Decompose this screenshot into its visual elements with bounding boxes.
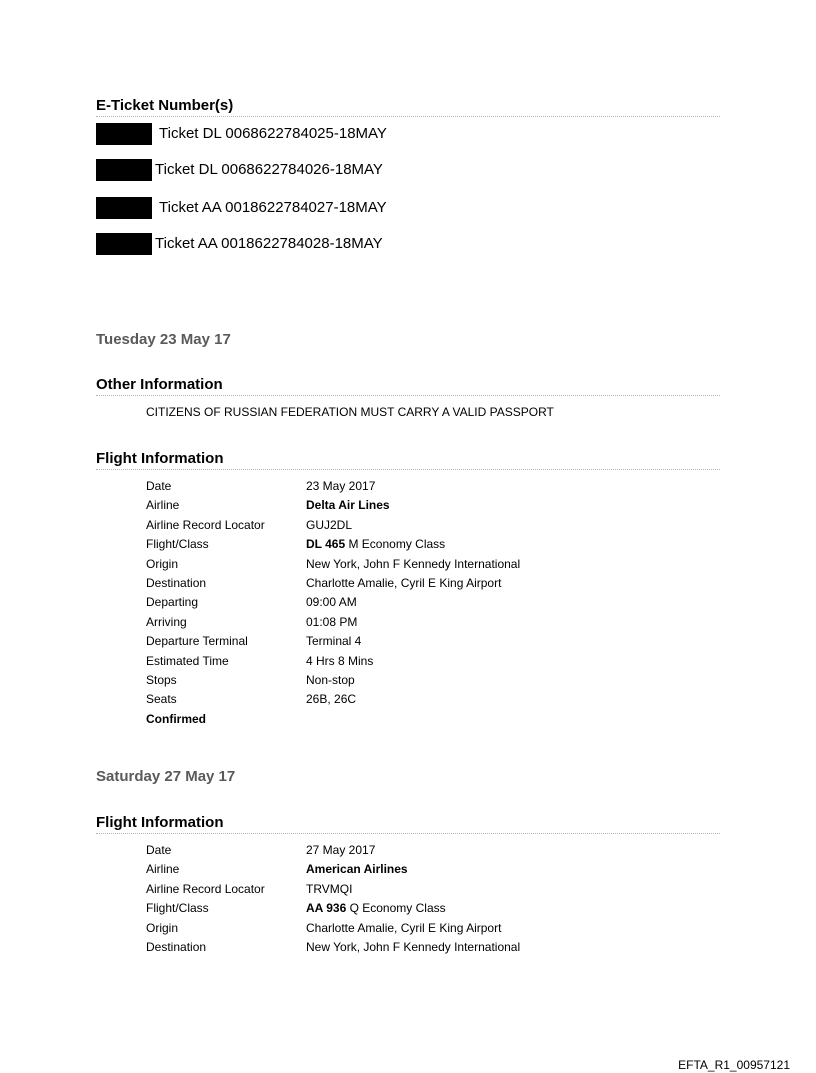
info-label: Airline [146, 862, 180, 877]
info-label: Destination [146, 939, 207, 954]
info-label: Date [146, 843, 172, 857]
info-value: Non-stop [306, 672, 355, 687]
info-value [306, 537, 445, 552]
info-value: Terminal 4 [306, 634, 362, 649]
ticket-number: Ticket AA 0018622784028-18MAY [155, 235, 383, 252]
info-label: Origin [146, 920, 179, 935]
flight-class: Q Economy Class [346, 901, 446, 916]
info-value: 27 May 2017 [306, 843, 376, 857]
info-value: Charlotte Amalie, Cyril E King Airport [306, 575, 502, 590]
info-label: Departure Terminal [146, 634, 248, 649]
info-label: Flight/Class [146, 901, 209, 916]
info-value: GUJ2DL [306, 517, 353, 532]
info-value: 09:00 AM [306, 595, 357, 610]
booking-status: Confirmed [146, 711, 206, 726]
day-header: Tuesday 23 May 17 [96, 331, 231, 348]
info-label: Stops [146, 672, 177, 687]
info-label: Estimated Time [146, 653, 229, 668]
info-label: Flight/Class [146, 537, 209, 552]
document-id: EFTA_R1_00957121 [678, 1058, 790, 1072]
flight-class: M Economy Class [345, 537, 446, 552]
info-label: Date [146, 479, 172, 493]
info-label: Airline Record Locator [146, 517, 265, 532]
info-value: American Airlines [306, 862, 408, 877]
flight-information-title: Flight Information [96, 450, 720, 470]
other-information-title: Other Information [96, 376, 720, 396]
info-value: 23 May 2017 [306, 479, 376, 493]
day-header: Saturday 27 May 17 [96, 768, 236, 785]
flight-code: AA 936 [306, 901, 347, 916]
info-value: TRVMQI [306, 881, 353, 896]
info-label: Airline [146, 498, 180, 513]
info-label: Destination [146, 575, 207, 590]
info-value [306, 901, 446, 916]
info-label: Origin [146, 556, 179, 571]
eticket-section-title: E-Ticket Number(s) [96, 97, 720, 117]
ticket-number: Ticket AA 0018622784027-18MAY [159, 199, 387, 216]
info-label: Seats [146, 692, 177, 707]
redaction-block [96, 159, 152, 181]
ticket-number: Ticket DL 0068622784026-18MAY [155, 161, 383, 178]
other-information-text: CITIZENS OF RUSSIAN FEDERATION MUST CARRY A VALID PASSPORT [146, 405, 554, 419]
ticket-number: Ticket DL 0068622784025-18MAY [159, 125, 387, 142]
flight-information-title: Flight Information [96, 814, 720, 834]
info-label: Arriving [146, 614, 187, 629]
info-value: 4 Hrs 8 Mins [306, 653, 374, 668]
flight-code: DL 465 [306, 537, 346, 552]
redaction-block [96, 233, 152, 255]
info-value: Delta Air Lines [306, 498, 390, 513]
info-value: New York, John F Kennedy International [306, 556, 521, 571]
info-value: 01:08 PM [306, 614, 358, 629]
info-label: Airline Record Locator [146, 881, 265, 896]
info-value: Charlotte Amalie, Cyril E King Airport [306, 920, 502, 935]
redaction-block [96, 123, 152, 145]
info-value: 26B, 26C [306, 692, 357, 707]
info-label: Departing [146, 595, 199, 610]
info-value: New York, John F Kennedy International [306, 939, 521, 954]
redaction-block [96, 197, 152, 219]
